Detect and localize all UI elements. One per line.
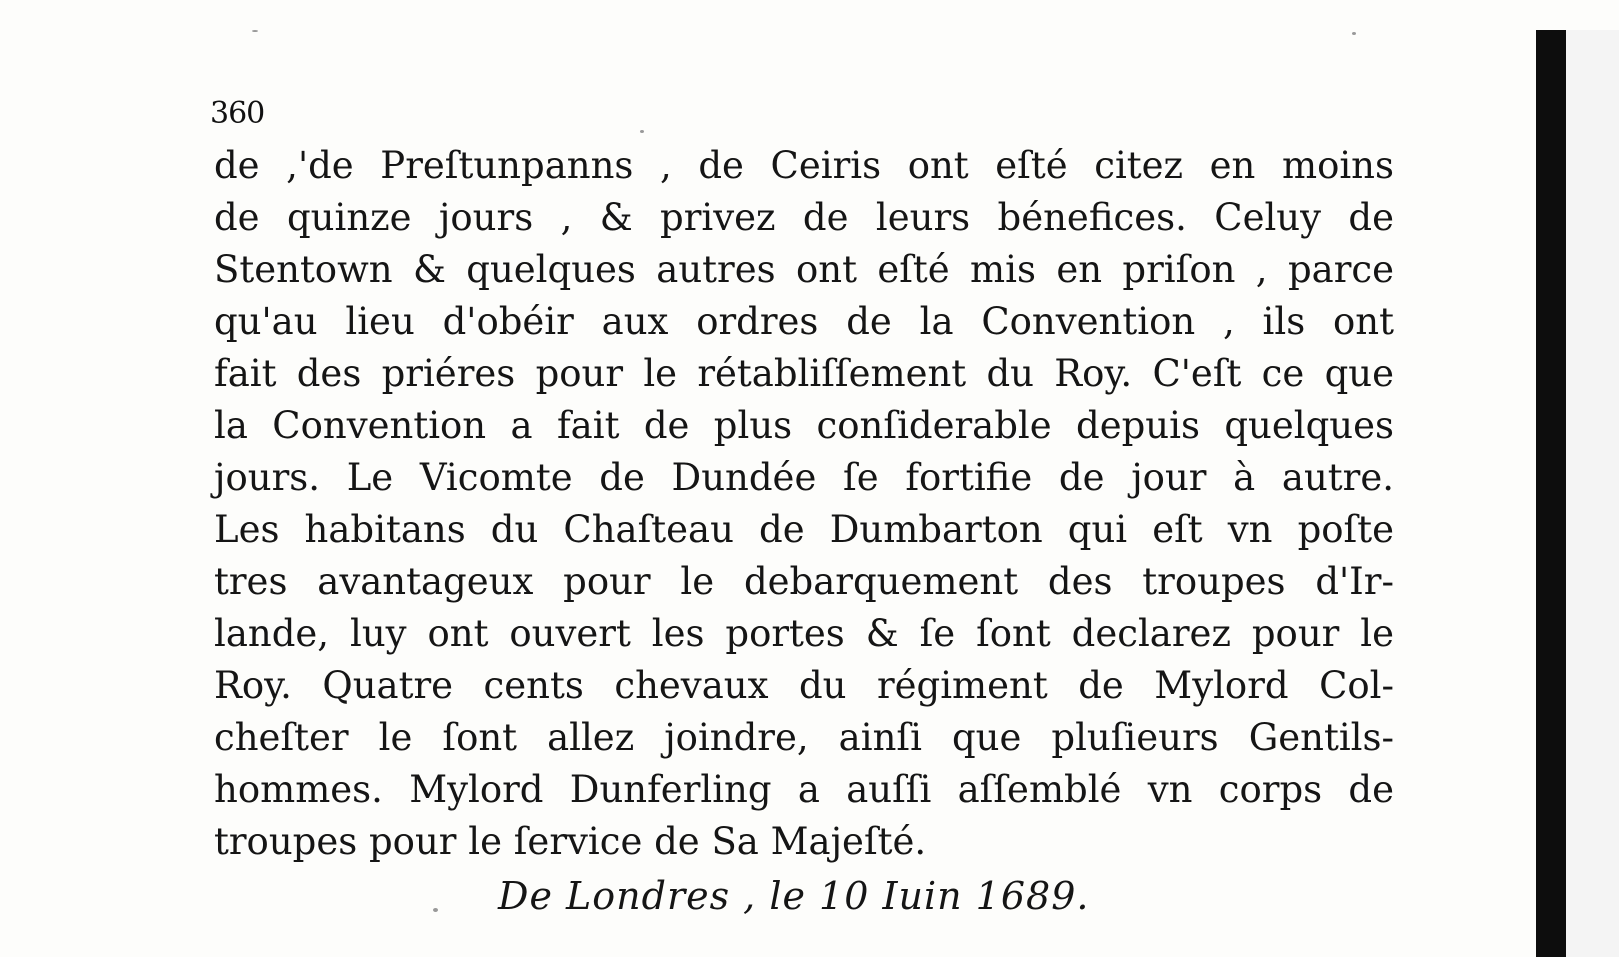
text-line: tres avantageux pour le debarquement des troupes d'Ir- — [214, 560, 1394, 603]
paper-speck — [1352, 32, 1356, 35]
text-line: jours. Le Vicomte de Dundée ſe fortifie de jour à autre. — [214, 456, 1394, 499]
paper-speck — [433, 908, 438, 912]
text-line: la Convention a fait de plus conſiderable depuis quelques — [214, 404, 1394, 447]
text-line: Roy. Quatre cents chevaux du régiment de Mylord Col- — [214, 664, 1394, 707]
paper-speck — [252, 30, 258, 32]
dateline: De Londres , le 10 Iuin 1689. — [498, 874, 1090, 918]
text-line: de quinze jours , & privez de leurs bénefices. Celuy de — [214, 196, 1394, 239]
text-line-last: troupes pour le ſervice de Sa Majeſté. — [214, 820, 927, 863]
text-line: hommes. Mylord Dunferling a auſſi aſſemblé vn corps de — [214, 768, 1394, 811]
text-line: lande, luy ont ouvert les portes & ſe ſont declarez pour le — [214, 612, 1394, 655]
text-line: Les habitans du Chaſteau de Dumbarton qui eſt vn poſte — [214, 508, 1394, 551]
text-line: Stentown & quelques autres ont eſté mis en priſon , parce — [214, 248, 1394, 291]
paper-speck — [640, 130, 644, 133]
text-line: fait des priéres pour le rétabliſſement du Roy. C'eſt ce que — [214, 352, 1394, 395]
text-line: qu'au lieu d'obéir aux ordres de la Convention , ils ont — [214, 300, 1394, 343]
scan-edge-shadow — [1536, 30, 1566, 957]
scan-margin — [1566, 30, 1619, 957]
page-number: 360 — [210, 96, 265, 131]
text-line: cheſter le ſont allez joindre, ainſi que pluſieurs Gentils- — [214, 716, 1394, 759]
text-line: de ,'de Preſtunpanns , de Ceiris ont eſté citez en moins — [214, 144, 1394, 187]
